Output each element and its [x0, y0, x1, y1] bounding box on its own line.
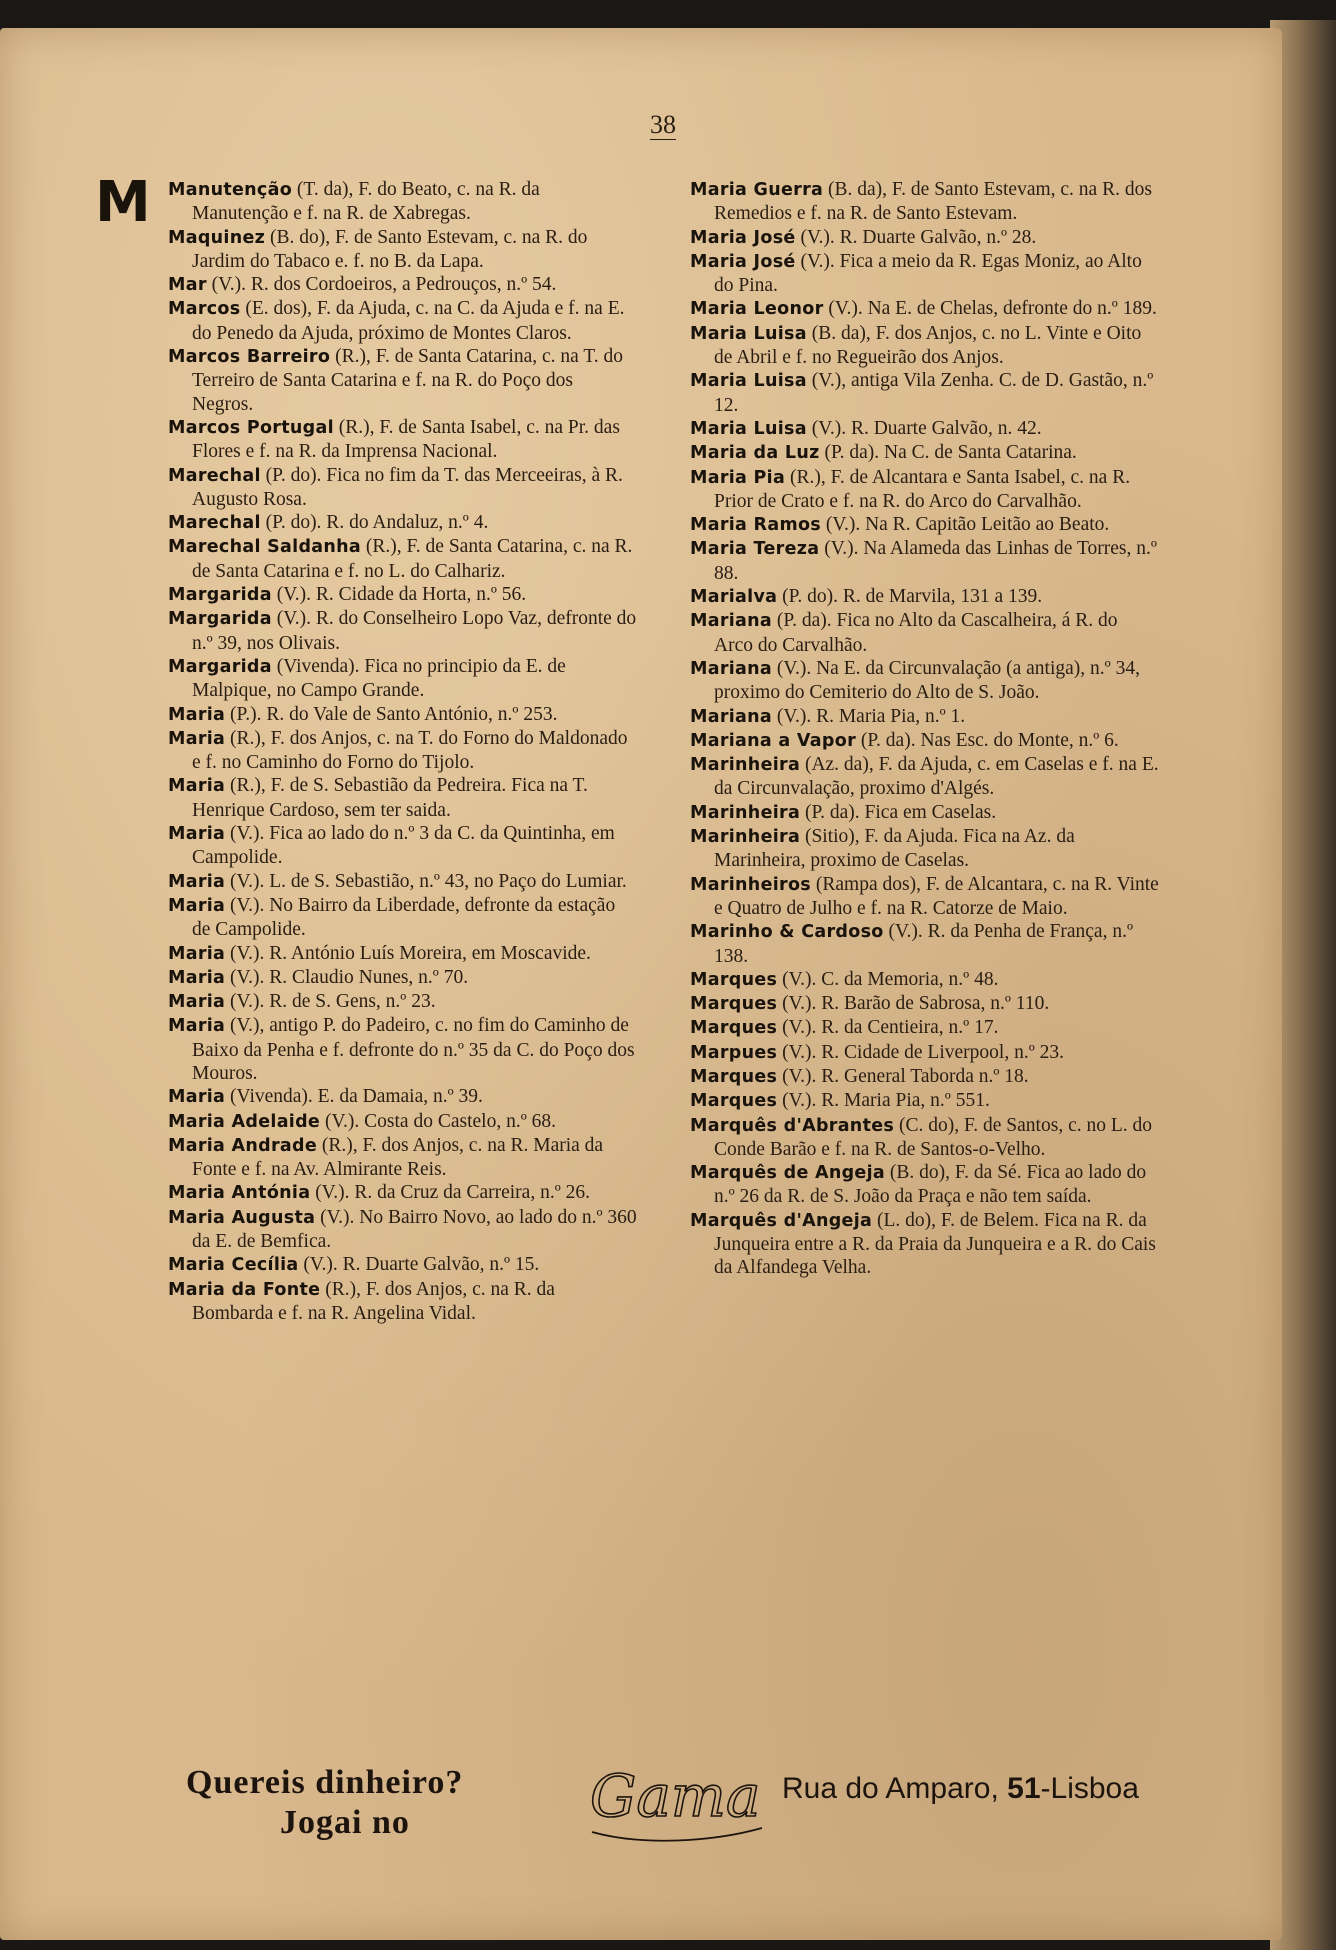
- street-name: Maria: [168, 1016, 226, 1037]
- street-entry: [168, 464, 638, 512]
- street-entry: [168, 511, 638, 535]
- street-description: (V.). R. Barão de Sabrosa, n.º 110.: [777, 993, 1050, 1015]
- street-entry: [690, 1209, 1160, 1280]
- street-description: (R.), F. dos Anjos, c. na R. da Bombarda e f. na R. Angelina Vidal.: [192, 1278, 555, 1324]
- street-name: Marques: [690, 1091, 778, 1112]
- street-description: (V.). Fica a meio da R. Egas Moniz, ao Alto do Pina.: [714, 250, 1142, 297]
- street-entry: [168, 727, 638, 775]
- gama-logo: [572, 1750, 772, 1850]
- street-name: Mariana: [690, 611, 773, 632]
- street-entry: [690, 513, 1160, 537]
- street-name: Marinho & Cardoso: [690, 922, 884, 943]
- street-entry: [690, 705, 1160, 729]
- street-name: Mar: [168, 275, 207, 296]
- street-description: (V.). R. Cidade de Liverpool, n.º 23.: [777, 1041, 1065, 1063]
- street-description: (P. da). Fica em Caselas.: [800, 801, 997, 823]
- ad-call: Jogai no: [280, 1804, 410, 1841]
- street-description: (V.). R. Maria Pia, n.º 551.: [777, 1090, 990, 1112]
- street-description: (V.). R. de S. Gens, n.º 23.: [225, 991, 436, 1013]
- street-description: (V.). R. da Centieira, n.º 17.: [777, 1017, 999, 1039]
- street-description: (Vivenda). Fica no principio da E. de Malpique, no Campo Grande.: [192, 655, 566, 702]
- street-name: Maria Luisa: [690, 323, 807, 344]
- street-name: Marquês d'Angeja: [690, 1210, 873, 1231]
- street-entry: [690, 322, 1160, 370]
- street-description: (Sitio), F. da Ajuda. Fica na Az. da Marinheira, proximo de Caselas.: [714, 826, 1075, 872]
- street-entry: [690, 250, 1160, 298]
- street-name: Maria Ramos: [690, 515, 822, 536]
- street-description: (B. do), F. de Santo Estevam, c. na R. do Jardim do Tabaco e. f. no B. da Lapa.: [192, 226, 588, 272]
- street-description: (P. da). Nas Esc. do Monte, n.º 6.: [856, 729, 1119, 751]
- street-name: Maria Guerra: [690, 180, 824, 200]
- street-name: Maria Augusta: [168, 1207, 316, 1228]
- street-entry: [690, 466, 1160, 514]
- street-entry: [168, 942, 638, 966]
- street-name: Mariana: [690, 658, 773, 679]
- street-description: (V.). Na E. da Circunvalação (a antiga), n.º 34, proximo do Cemiterio do Alto de S. João.: [714, 657, 1140, 704]
- street-entry: [690, 1016, 1160, 1040]
- street-description: (V.). Fica ao lado do n.º 3 da C. da Quintinha, em Campolide.: [192, 823, 615, 869]
- street-name: Maria: [168, 728, 226, 749]
- street-name: Marques: [690, 969, 778, 990]
- street-entry: [168, 894, 638, 942]
- street-entry: [690, 657, 1160, 705]
- street-name: Margarida: [168, 656, 272, 677]
- street-description: (V.). Na R. Capitão Leitão ao Beato.: [821, 514, 1110, 536]
- street-name: Maria Leonor: [690, 299, 824, 320]
- street-description: (R.), F. de Santa Catarina, c. na T. do Terreiro de Santa Catarina e f. na R. do Poço dos Negros.: [192, 346, 624, 415]
- street-entry: [168, 1085, 638, 1109]
- street-name: Marquês de Angeja: [690, 1163, 886, 1184]
- street-entry: [690, 825, 1160, 873]
- street-description: (V.). Na Alameda das Linhas de Torres, n.º 88.: [714, 538, 1157, 584]
- street-entry: [168, 1253, 638, 1277]
- street-name: Maria: [168, 871, 226, 892]
- street-description: (R.), F. de Santa Catarina, c. na R. de Santa Catarina e f. no L. do Calhariz.: [192, 536, 633, 582]
- street-description: (P. do). Fica no fim da T. das Merceeiras, à R. Augusto Rosa.: [192, 464, 623, 510]
- street-name: Maria: [168, 967, 226, 988]
- street-name: Marpues: [690, 1042, 778, 1063]
- right-column: [690, 178, 1160, 1280]
- street-entry: [168, 273, 638, 297]
- street-description: (V.). R. Duarte Galvão, n. 42.: [806, 417, 1042, 439]
- street-description: (R.), F. de S. Sebastião da Pedreira. Fica na T. Henrique Cardoso, sem ter saida.: [192, 775, 588, 821]
- street-entry: [690, 369, 1160, 417]
- street-description: (L. do), F. de Belem. Fica na R. da Junqueira entre a R. da Praia da Junqueira e a R. do Cais da Alfandega Velha.: [714, 1209, 1156, 1279]
- street-description: (E. dos), F. da Ajuda, c. na C. da Ajuda e f. na E. do Penedo da Ajuda, próximo de Montes Claros.: [192, 298, 625, 344]
- street-entry: [690, 801, 1160, 825]
- street-description: (V.). R. Duarte Galvão, n.º 15.: [298, 1254, 540, 1276]
- street-entry: [690, 297, 1160, 321]
- street-entry: [690, 1161, 1160, 1209]
- street-name: Maria Antónia: [168, 1183, 311, 1204]
- street-entry: [690, 968, 1160, 992]
- street-description: (T. da), F. do Beato, c. na R. da Manutenção e f. na R. de Xabregas.: [192, 179, 540, 225]
- street-name: Maria Luisa: [690, 371, 807, 392]
- street-name: Maria Luisa: [690, 418, 807, 439]
- street-name: Marechal: [168, 513, 261, 534]
- street-name: Marques: [690, 994, 778, 1015]
- street-entry: [168, 297, 638, 345]
- street-description: (B. do), F. da Sé. Fica ao lado do n.º 26 da R. de S. João da Praça e não tem saída.: [714, 1162, 1147, 1208]
- street-name: Margarida: [168, 585, 272, 606]
- street-name: Maria: [168, 824, 226, 845]
- street-entry: [690, 585, 1160, 609]
- street-name: Marcos Portugal: [168, 417, 334, 438]
- street-description: (V.). R. General Taborda n.º 18.: [777, 1065, 1029, 1087]
- street-entry: [690, 1041, 1160, 1065]
- gama-logo-text: Gama: [590, 1762, 761, 1830]
- ad-address-city: -Lisboa: [1040, 1772, 1139, 1805]
- page-number: 38: [650, 110, 676, 139]
- street-description: (V.). R. da Cruz da Carreira, n.º 26.: [310, 1182, 591, 1204]
- street-description: (B. da), F. de Santo Estevam, c. na R. dos Remedios e f. na R. de Santo Estevam.: [714, 179, 1152, 225]
- street-description: (C. do), F. de Santos, c. no L. do Conde Barão e f. na R. de Santos-o-Velho.: [714, 1114, 1153, 1160]
- street-description: (V.). L. de S. Sebastião, n.º 43, no Paço do Lumiar.: [225, 870, 627, 892]
- street-name: Maria: [168, 992, 226, 1013]
- street-entry: [168, 1110, 638, 1134]
- street-description: (V.), antiga Vila Zenha. C. de D. Gastão, n.º 12.: [714, 370, 1154, 416]
- street-name: Marques: [690, 1066, 778, 1087]
- street-description: (V.). R. do Conselheiro Lopo Vaz, defronte do n.º 39, nos Olivais.: [192, 608, 637, 654]
- street-entry: [168, 535, 638, 583]
- street-name: Maria Cecília: [168, 1255, 299, 1276]
- street-entry: [168, 870, 638, 894]
- street-entry: [168, 178, 638, 226]
- street-name: Maria da Luz: [690, 443, 820, 464]
- street-entry: [168, 703, 638, 727]
- street-name: Maria Pia: [690, 467, 786, 488]
- street-name: Marinheira: [690, 802, 801, 823]
- street-name: Marechal: [168, 465, 261, 486]
- section-letter: M: [95, 170, 151, 235]
- street-description: (V.). R. Duarte Galvão, n.º 28.: [795, 226, 1037, 248]
- street-name: Marinheira: [690, 827, 801, 848]
- street-description: (V.). R. Claudio Nunes, n.º 70.: [225, 966, 469, 988]
- street-description: (V.), antigo P. do Padeiro, c. no fim do Caminho de Baixo da Penha e f. defronte do n.º 35 da C. do Poço dos Mouros.: [192, 1015, 635, 1084]
- street-entry: [168, 774, 638, 822]
- street-entry: [690, 920, 1160, 968]
- street-entry: [690, 417, 1160, 441]
- street-description: (P.). R. do Vale de Santo António, n.º 253.: [225, 703, 558, 725]
- street-name: Marechal Saldanha: [168, 537, 362, 558]
- street-name: Maria José: [690, 227, 796, 248]
- street-entry: [168, 1134, 638, 1182]
- street-name: Maria: [168, 704, 226, 725]
- street-name: Maria Tereza: [690, 539, 820, 560]
- street-name: Maria da Fonte: [168, 1279, 321, 1300]
- street-description: (R.), F. de Santa Isabel, c. na Pr. das Flores e f. na R. da Imprensa Nacional.: [192, 416, 620, 463]
- street-entry: [168, 655, 638, 703]
- street-entry: [168, 966, 638, 990]
- street-name: Marialva: [690, 587, 778, 608]
- street-description: (Rampa dos), F. de Alcantara, c. na R. Vinte e Quatro de Julho e f. na R. Catorze de Maio.: [714, 873, 1159, 919]
- street-name: Marinheira: [690, 755, 801, 776]
- street-description: (V.). R. Maria Pia, n.º 1.: [772, 705, 966, 727]
- street-entry: [168, 345, 638, 416]
- street-entry: [690, 1089, 1160, 1113]
- street-entry: [690, 178, 1160, 226]
- street-description: (V.). No Bairro da Liberdade, defronte da estação de Campolide.: [192, 894, 616, 941]
- street-entry: [168, 990, 638, 1014]
- street-entry: [168, 1206, 638, 1254]
- street-name: Marcos: [168, 299, 241, 320]
- street-description: (V.). Na E. de Chelas, defronte do n.º 189.: [823, 298, 1157, 320]
- street-description: (P. da). Na C. de Santa Catarina.: [819, 442, 1077, 464]
- street-description: (V.). Costa do Castelo, n.º 68.: [320, 1110, 556, 1132]
- street-entry: [690, 441, 1160, 465]
- street-name: Manutenção: [168, 180, 293, 200]
- street-name: Maria: [168, 943, 226, 964]
- ad-address-number: 51: [1007, 1772, 1041, 1805]
- street-entry: [690, 1114, 1160, 1162]
- street-description: (P. da). Fica no Alto da Cascalheira, á R. do Arco do Carvalhão.: [714, 610, 1118, 656]
- street-entry: [690, 537, 1160, 585]
- street-entry: [168, 416, 638, 464]
- street-description: (V.). R. Cidade da Horta, n.º 56.: [271, 584, 527, 606]
- street-entry: [690, 753, 1160, 801]
- street-entry: [690, 609, 1160, 657]
- street-name: Maria: [168, 1087, 226, 1108]
- street-description: (V.). R. António Luís Moreira, em Moscavide.: [225, 942, 591, 964]
- street-entry: [168, 607, 638, 655]
- street-description: (Vivenda). E. da Damaia, n.º 39.: [225, 1086, 483, 1108]
- street-name: Maria: [168, 895, 226, 916]
- street-name: Maria Andrade: [168, 1135, 318, 1156]
- street-name: Marquês d'Abrantes: [690, 1115, 895, 1136]
- street-description: (V.). R. da Penha de França, n.º 138.: [714, 921, 1133, 967]
- street-entry: [690, 873, 1160, 921]
- street-name: Mariana a Vapor: [690, 730, 856, 751]
- street-entry: [168, 226, 638, 274]
- street-name: Marinheiros: [690, 874, 812, 895]
- street-entry: [690, 992, 1160, 1016]
- street-description: (R.), F. dos Anjos, c. na T. do Forno do Maldonado e f. no Caminho do Forno do Tijolo.: [192, 727, 628, 774]
- street-entry: [168, 1181, 638, 1205]
- street-description: (V.). No Bairro Novo, ao lado do n.º 360 da E. de Bemfica.: [192, 1206, 637, 1253]
- street-entry: [690, 729, 1160, 753]
- left-column: [168, 178, 638, 1325]
- street-description: (P. do). R. de Marvila, 131 a 139.: [777, 586, 1043, 608]
- ad-address-street: Rua do Amparo,: [782, 1772, 1008, 1805]
- street-entry: [168, 583, 638, 607]
- ad-address: [782, 1772, 1139, 1806]
- advertisement: [180, 1758, 1190, 1858]
- street-description: (V.). R. dos Cordoeiros, a Pedrouços, n.º 54.: [206, 274, 557, 296]
- street-description: (R.), F. dos Anjos, c. na R. Maria da Fonte e f. na Av. Almirante Reis.: [192, 1134, 604, 1181]
- street-name: Maquinez: [168, 227, 266, 248]
- street-entry: [690, 1065, 1160, 1089]
- ad-question: Quereis dinheiro?: [186, 1764, 464, 1801]
- street-name: Maria Adelaide: [168, 1111, 321, 1132]
- street-name: Marcos Barreiro: [168, 347, 331, 368]
- street-description: (V.). C. da Memoria, n.º 48.: [777, 968, 999, 990]
- street-entry: [690, 226, 1160, 250]
- street-description: (B. da), F. dos Anjos, c. no L. Vinte e Oito de Abril e f. no Regueirão dos Anjos.: [714, 322, 1142, 369]
- street-description: (R.), F. de Alcantara e Santa Isabel, c. na R. Prior de Crato e f. na R. do Arco do Carvalhão.: [714, 466, 1131, 512]
- street-name: Mariana: [690, 706, 773, 727]
- street-entry: [168, 1014, 638, 1085]
- street-description: (Az. da), F. da Ajuda, c. em Caselas e f. na E. da Circunvalação, proximo d'Algés.: [714, 754, 1159, 800]
- street-entry: [168, 1278, 638, 1326]
- street-name: Margarida: [168, 609, 272, 630]
- street-name: Maria: [168, 776, 226, 797]
- street-name: Marques: [690, 1018, 778, 1039]
- street-description: (P. do). R. do Andaluz, n.º 4.: [260, 512, 489, 534]
- street-name: Maria José: [690, 251, 796, 272]
- street-entry: [168, 822, 638, 870]
